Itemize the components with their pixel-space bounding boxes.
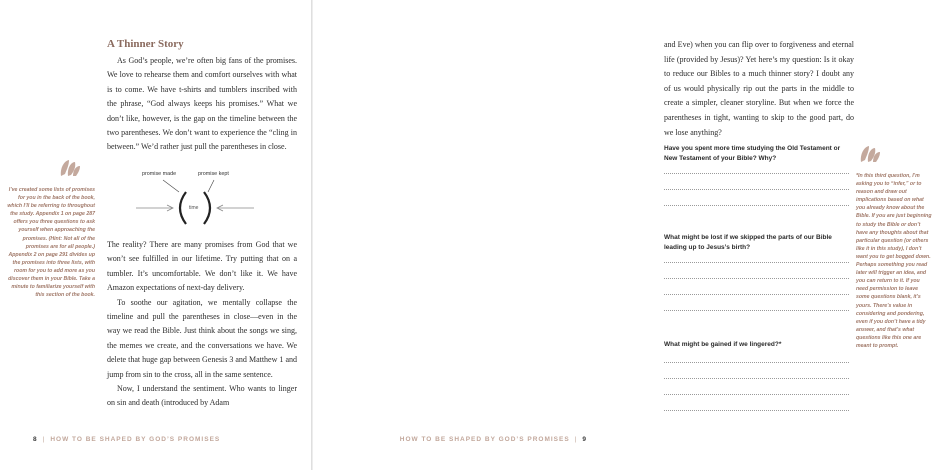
body-paragraph: To soothe our agitation, we mentally collapse the timeline and pull the parentheses in close—even in the way we read the Bible. Just think about the songs we sing, the memes we create, and the conversations we have. We delete that huge gap between Genesis 3 and Matthew 1 and jump from sin to the cross, all in the same sentence.: [107, 297, 297, 379]
answer-line[interactable]: [664, 189, 849, 190]
answer-line[interactable]: [664, 205, 849, 206]
question-3: What might be gained if we lingered?*: [664, 341, 782, 348]
answer-line[interactable]: [664, 294, 849, 295]
promise-made-label: promise made: [142, 171, 177, 177]
page-number: 8: [33, 436, 38, 443]
margin-note: I’ve created some lists of promises for you in the back of the book, which I’ll be referring to throughout the study. Appendix 1 on page 287 offers you three questions to ask yourself when approaching the promises. (Hint: Not all of the promises are for all people.) Appendix 2 on page 291 divides up the promises into three lists, with room for you to add more as you discover them in your Bible. Take a minute to familiarize yourself with this section of the book.: [7, 187, 95, 299]
body-text-lower: [107, 238, 297, 411]
right-page: [313, 0, 932, 470]
footer-divider: |: [574, 436, 578, 443]
answer-line[interactable]: [664, 278, 849, 279]
footer-book-title: HOW TO BE SHAPED BY GOD’S PROMISES: [50, 436, 221, 443]
page-footer: [400, 436, 587, 443]
body-paragraph: The reality? There are many promises from God that we won’t see fulfilled in our lifetime. Try putting that on a tumbler. It’s uncomfortable. We don’t like it. We have Amazon expectations of next-day delivery.: [107, 240, 297, 293]
answer-line[interactable]: [664, 410, 849, 411]
footer-divider: |: [42, 436, 46, 443]
answer-line[interactable]: [664, 262, 849, 263]
time-label: time: [189, 205, 199, 211]
leaf-mark-icon: [858, 142, 882, 166]
body-text-upper: [107, 54, 297, 155]
left-page: [0, 0, 311, 470]
footer-book-title: HOW TO BE SHAPED BY GOD’S PROMISES: [399, 436, 570, 443]
section-title: A Thinner Story: [107, 38, 184, 50]
question-1: Have you spent more time studying the Old Testament or New Testament of your Bible? Why?: [664, 145, 841, 162]
body-paragraph: and Eve) when you can flip over to forgiveness and eternal life (provided by Jesus)? Yet here’s my question: Is it okay to reduce our Bibles to a much thinner story? I doubt any of us would physically rip out the parts in the middle to create a simpler, cleaner storyline. But when we force the parentheses in tight, wanting to skip to the good part, do we lose anything?: [664, 40, 854, 137]
body-paragraph: As God’s people, we’re often big fans of the promises. We love to rehearse them and comfort ourselves with what is to come. We have t-shirts and tumblers inscribed with the phrase, “God always keeps his promises.” What we don’t like, however, is the gap on the timeline between the two parentheses. We don’t want to experience the “cling in between.” We’d rather just pull the parentheses in close.: [107, 56, 297, 152]
answer-line[interactable]: [664, 378, 849, 379]
pointer-line-right: [208, 180, 214, 192]
question-2: What might be lost if we skipped the parts of our Bible leading up to Jesus’s birth?: [664, 234, 832, 251]
body-text: [664, 38, 854, 140]
leaf-mark-icon: [58, 156, 82, 180]
answer-line[interactable]: [664, 310, 849, 311]
answer-line[interactable]: [664, 394, 849, 395]
pointer-line-left: [163, 180, 179, 192]
promise-kept-label: promise kept: [198, 171, 229, 177]
answer-line[interactable]: [664, 173, 849, 174]
timeline-figure: [130, 168, 260, 238]
open-parenthesis: [180, 192, 186, 224]
answer-line[interactable]: [664, 362, 849, 363]
parentheses-graphic: [130, 168, 260, 238]
page-number: 9: [582, 436, 587, 443]
margin-note: *In this third question, I’m asking you to “infer,” or to reason and draw out implications based on what you already know about the Bible. If you are just beginning to study the Bible or don’t have any thoughts about that particular question (or others like it in this study), I don’t want you to get bogged down. Perhaps something you read later will trigger an idea, and you can return to it. If you need permission to leave some questions blank, it’s yours. There’s value in considering and pondering, even if you don’t have a tidy answer, and that’s what questions like this one are meant to prompt.: [856, 173, 932, 349]
body-paragraph: Now, I understand the sentiment. Who wants to linger on sin and death (introduced by Adam: [107, 384, 297, 408]
close-parenthesis: [204, 192, 210, 224]
page-footer: [33, 436, 220, 443]
